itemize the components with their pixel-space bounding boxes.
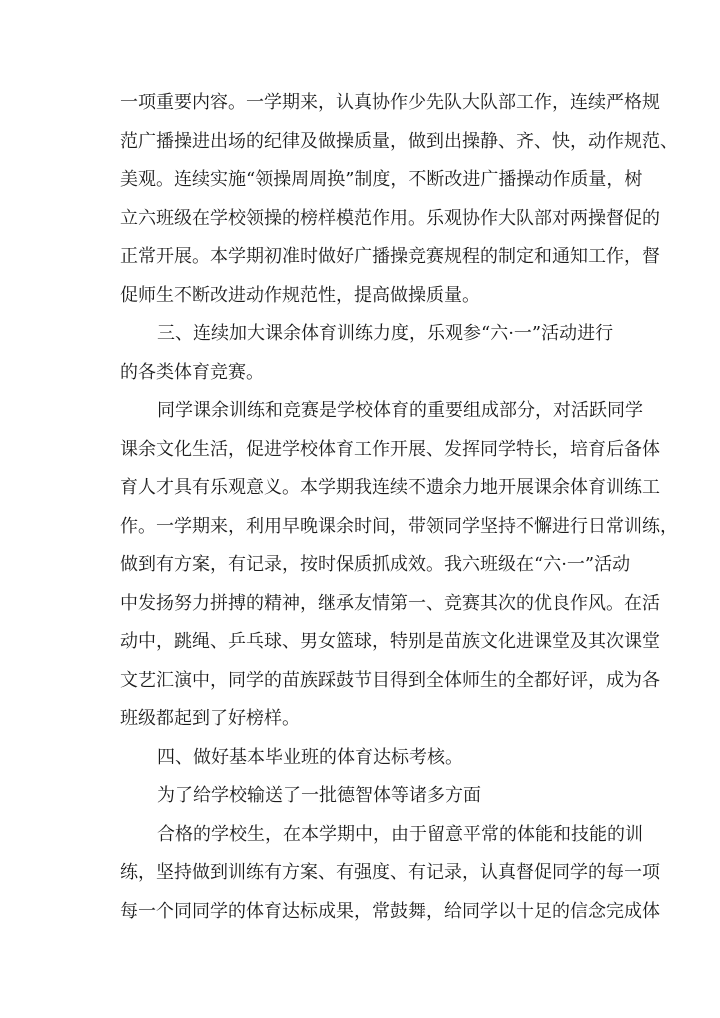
text-line: 美观。连续实施“领操周周换”制度，不断改进广播操动作质量，树 (120, 169, 643, 190)
text-line: 动中，跳绳、乒乓球、男女篮球，特别是苗族文化进课堂及其次课堂 (120, 631, 660, 652)
text-line: 为了给学校输送了一批德智体等诸多方面 (157, 785, 481, 806)
text-line: 文艺汇演中，同学的苗族踩鼓节目得到全体师生的全都好评，成为各 (120, 669, 660, 691)
text-line: 每一个同同学的体育达标成果，常鼓舞，给同学以十足的信念完成体 (120, 900, 660, 922)
text-line: 育人才具有乐观意义。本学期我连续不遗余力地开展课余体育训练工 (120, 477, 660, 498)
section-heading-line: 四、做好基本毕业班的体育达标考核。 (157, 746, 463, 768)
text-line: 课余文化生活，促进学校体育工作开展、发挥同学特长，培育后备体 (120, 438, 660, 460)
text-line: 班级都起到了好榜样。 (120, 708, 300, 729)
text-line: 中发扬努力拼搏的精神，继承友情第一、竞赛其次的优良作风。在活 (120, 592, 660, 614)
text-line: 范广播操进出场的纪律及做操质量，做到出操静、齐、快，动作规范、 (120, 130, 678, 152)
section-heading-line: 三、连续加大课余体育训练力度，乐观参“六·一”活动进行 (157, 323, 614, 344)
text-line: 正常开展。本学期初准时做好广播操竞赛规程的制定和通知工作，督 (120, 246, 660, 267)
text-line: 立六班级在学校领操的榜样模范作用。乐观协作大队部对两操督促的 (120, 207, 660, 229)
text-line: 促师生不断改进动作规范性，提高做操质量。 (120, 284, 480, 306)
text-line: 合格的学校生，在本学期中，由于留意平常的体能和技能的训 (157, 823, 643, 845)
text-line: 作。一学期来，利用早晚课余时间，带领同学坚持不懈进行日常训练， (120, 515, 678, 537)
text-line: 一项重要内容。一学期来，认真协作少先队大队部工作，连续严格规 (120, 92, 660, 113)
section-heading-line: 的各类体育竞赛。 (120, 361, 264, 383)
document-body (120, 84, 678, 931)
text-line: 同学课余训练和竞赛是学校体育的重要组成部分，对活跃同学 (157, 400, 643, 421)
text-line: 做到有方案，有记录，按时保质抓成效。我六班级在“六·一”活动 (120, 554, 631, 575)
text-line: 练，坚持做到训练有方案、有强度、有记录，认真督促同学的每一项 (120, 862, 660, 883)
